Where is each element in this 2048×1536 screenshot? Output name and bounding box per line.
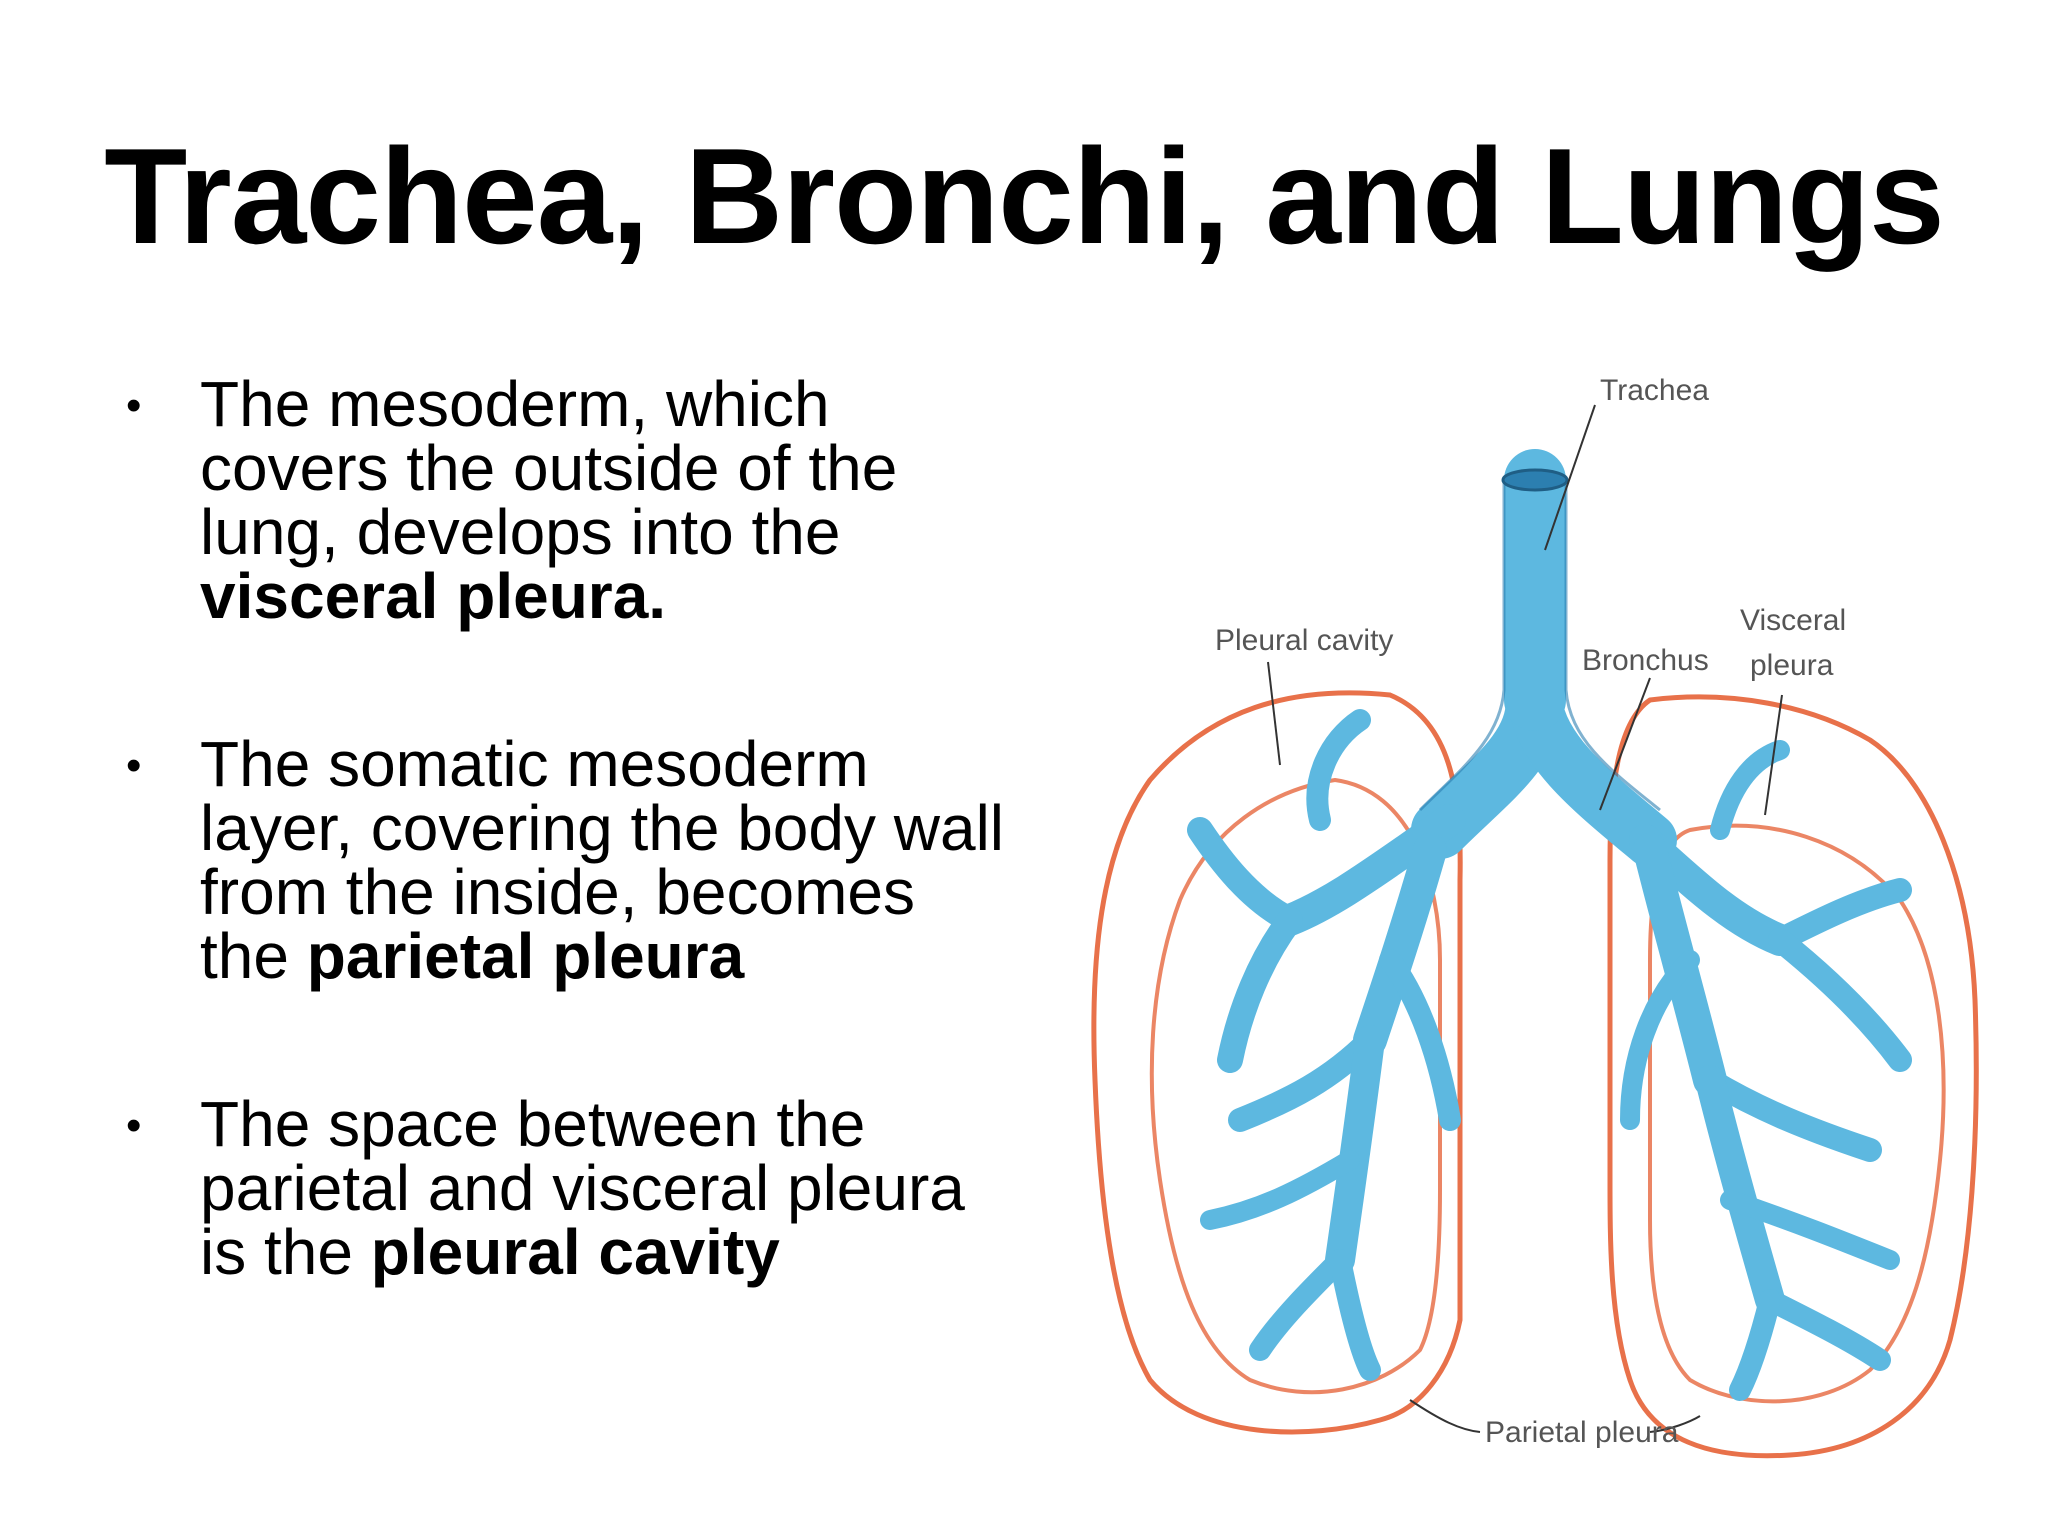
bullet-dot-icon: • — [126, 1101, 142, 1150]
label-trachea: Trachea — [1600, 374, 1709, 407]
bullet-dot-icon: • — [126, 381, 142, 430]
bullet-text: The space between the parietal and visceral pleura is the — [200, 1088, 965, 1288]
trachea-opening-icon — [1503, 470, 1567, 490]
bullet-text: The somatic mesoderm layer, covering the body wall from the inside, becomes the — [200, 728, 1004, 992]
label-parietal-pleura: Parietal pleura — [1485, 1416, 1679, 1449]
bullet-item — [118, 728, 1018, 992]
bullet-text: The mesoderm, which covers the outside of the lung, develops into the — [200, 368, 898, 568]
visceral-pleura-outline — [1152, 780, 1944, 1401]
bullet-bold-term: pleural cavity — [370, 1216, 780, 1288]
label-visceral-line1: Visceral — [1740, 604, 1847, 637]
bullet-bold-term: parietal pleura — [306, 920, 745, 992]
bullet-item — [118, 1088, 1018, 1288]
label-bronchus: Bronchus — [1582, 644, 1709, 677]
label-pleural-cavity: Pleural cavity — [1215, 624, 1394, 657]
bullet-list — [118, 368, 1018, 1288]
label-visceral-line2: pleura — [1750, 649, 1834, 682]
bullet-dot-icon: • — [126, 741, 142, 790]
slide-title: Trachea, Bronchi, and Lungs — [104, 120, 1944, 272]
bullet-bold-term: visceral pleura. — [200, 560, 667, 632]
bullet-item — [118, 368, 1018, 632]
lung-diagram — [1090, 360, 1990, 1470]
